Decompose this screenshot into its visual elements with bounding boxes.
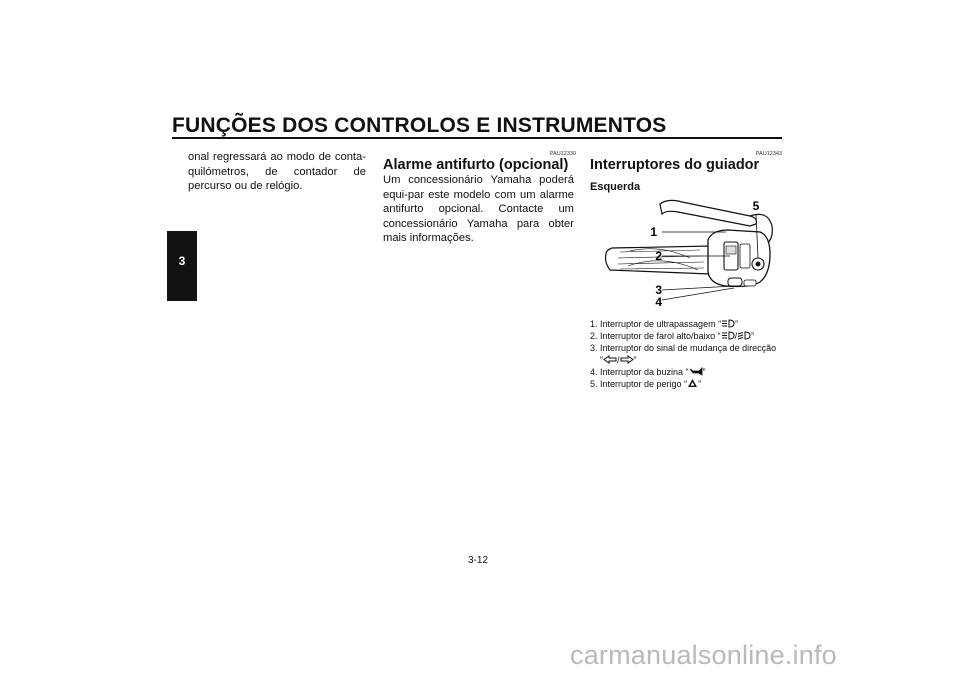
- figure-legend: [590, 318, 790, 390]
- legend-item-5: [590, 378, 790, 390]
- passing-light-icon: [721, 319, 735, 328]
- legend-close-quote: ”: [698, 379, 702, 389]
- turn-right-icon: [620, 355, 634, 364]
- high-beam-icon: [721, 331, 735, 340]
- callout-2: 2: [655, 249, 662, 263]
- callout-3: 3: [655, 283, 662, 297]
- continued-paragraph: onal regressará ao modo de conta-quilómetros, de contador de percurso ou de relógio.: [188, 151, 366, 192]
- legend-item-4: [590, 366, 790, 378]
- header-rule: [172, 137, 782, 139]
- turn-left-icon: [603, 355, 617, 364]
- section-code: PAU12330: [549, 151, 576, 157]
- legend-close-quote: ”: [633, 355, 637, 365]
- section-code: PAU12343: [755, 151, 782, 157]
- legend-item-3-text: 3. Interruptor do sinal de mudança de direcção: [590, 343, 777, 353]
- legend-close-quote: ”: [751, 331, 755, 341]
- callout-5: 5: [752, 199, 760, 213]
- legend-slash: /: [734, 331, 738, 341]
- chapter-tab: [167, 231, 197, 301]
- section-heading-alarm: Alarme antifurto (opcional): [383, 157, 569, 173]
- chapter-tab-label: 3: [178, 254, 186, 268]
- legend-close-quote: ”: [735, 319, 739, 329]
- watermark: carmanualsonline.info: [570, 640, 837, 670]
- page-header-title: FUNÇÕES DOS CONTROLOS E INSTRUMENTOS: [172, 114, 667, 137]
- hazard-icon: [687, 378, 698, 388]
- horn-icon: [689, 367, 703, 376]
- alarm-paragraph: Um concessionário Yamaha poderá equi-par este modelo com um alarme antifurto opcional. Contacte um concessionário Yamaha para obter mais informações.: [383, 174, 574, 244]
- page-number: 3-12: [468, 555, 489, 566]
- left-handlebar-switch-illustration: [600, 196, 780, 308]
- legend-close-quote: ”: [702, 367, 706, 377]
- legend-item-3-symbols: “ / ”: [600, 355, 637, 365]
- legend-item-4-text: 4. Interruptor da buzina “: [590, 367, 689, 377]
- legend-item-5-text: 5. Interruptor de perigo “: [590, 379, 688, 389]
- legend-item-1: [590, 318, 790, 330]
- callout-4: 4: [655, 295, 662, 308]
- legend-slash: /: [617, 355, 620, 365]
- legend-item-1-text: 1. Interruptor de ultrapassagem “: [590, 319, 722, 329]
- subheading-left: Esquerda: [590, 181, 641, 193]
- callout-1: 1: [650, 225, 657, 239]
- legend-item-2-text: 2. Interruptor de farol alto/baixo “: [590, 331, 721, 341]
- low-beam-icon: [734, 331, 751, 341]
- section-heading-handlebar-switches: Interruptores do guiador: [590, 157, 760, 173]
- legend-item-2: [590, 330, 790, 342]
- legend-item-3: [590, 342, 790, 354]
